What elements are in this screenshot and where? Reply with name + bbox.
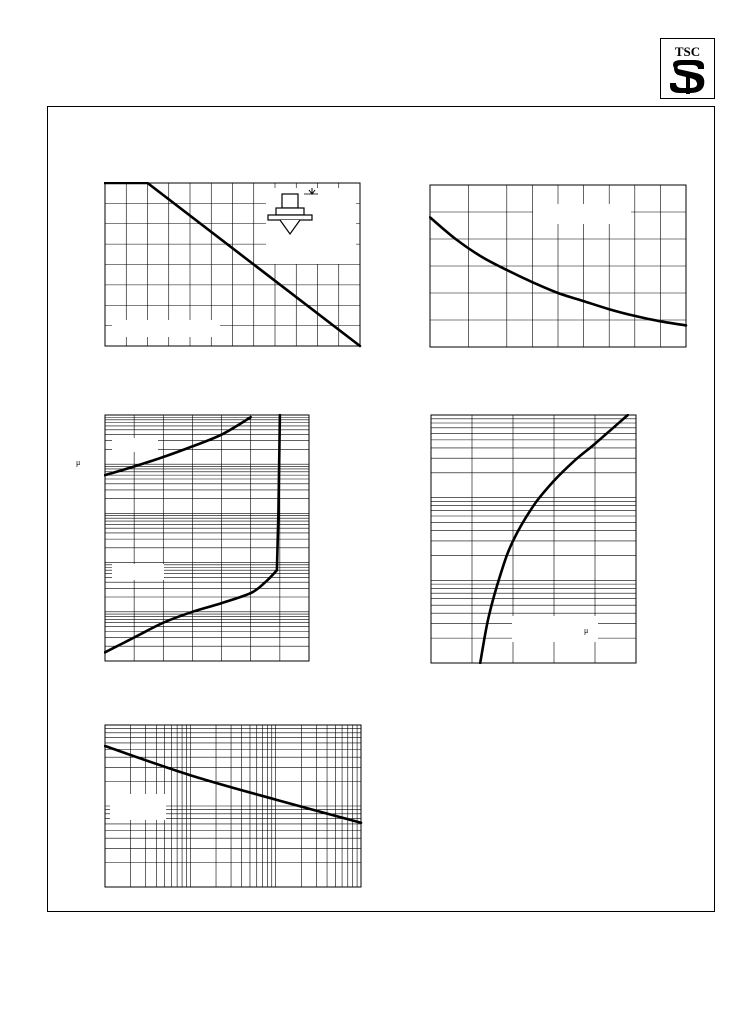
- chart-logx: [104, 724, 363, 889]
- chart-decreasing: [429, 184, 688, 348]
- chart-rising: [430, 414, 638, 664]
- legend-box: [533, 204, 631, 224]
- logo-bar: [686, 74, 690, 94]
- chart-breakdown: [104, 414, 310, 662]
- mu-mark-left: μ: [76, 458, 81, 467]
- annotation-box: [266, 188, 356, 264]
- legend-box-lower: [112, 564, 164, 580]
- legend-box: [112, 320, 220, 337]
- tsc-logo: [660, 38, 715, 99]
- mu-mark-right: μ: [584, 626, 589, 635]
- legend-box: [110, 794, 166, 820]
- logo-text: TSC: [674, 44, 701, 59]
- chart-derating: [104, 182, 362, 348]
- legend-box-upper: [112, 438, 158, 452]
